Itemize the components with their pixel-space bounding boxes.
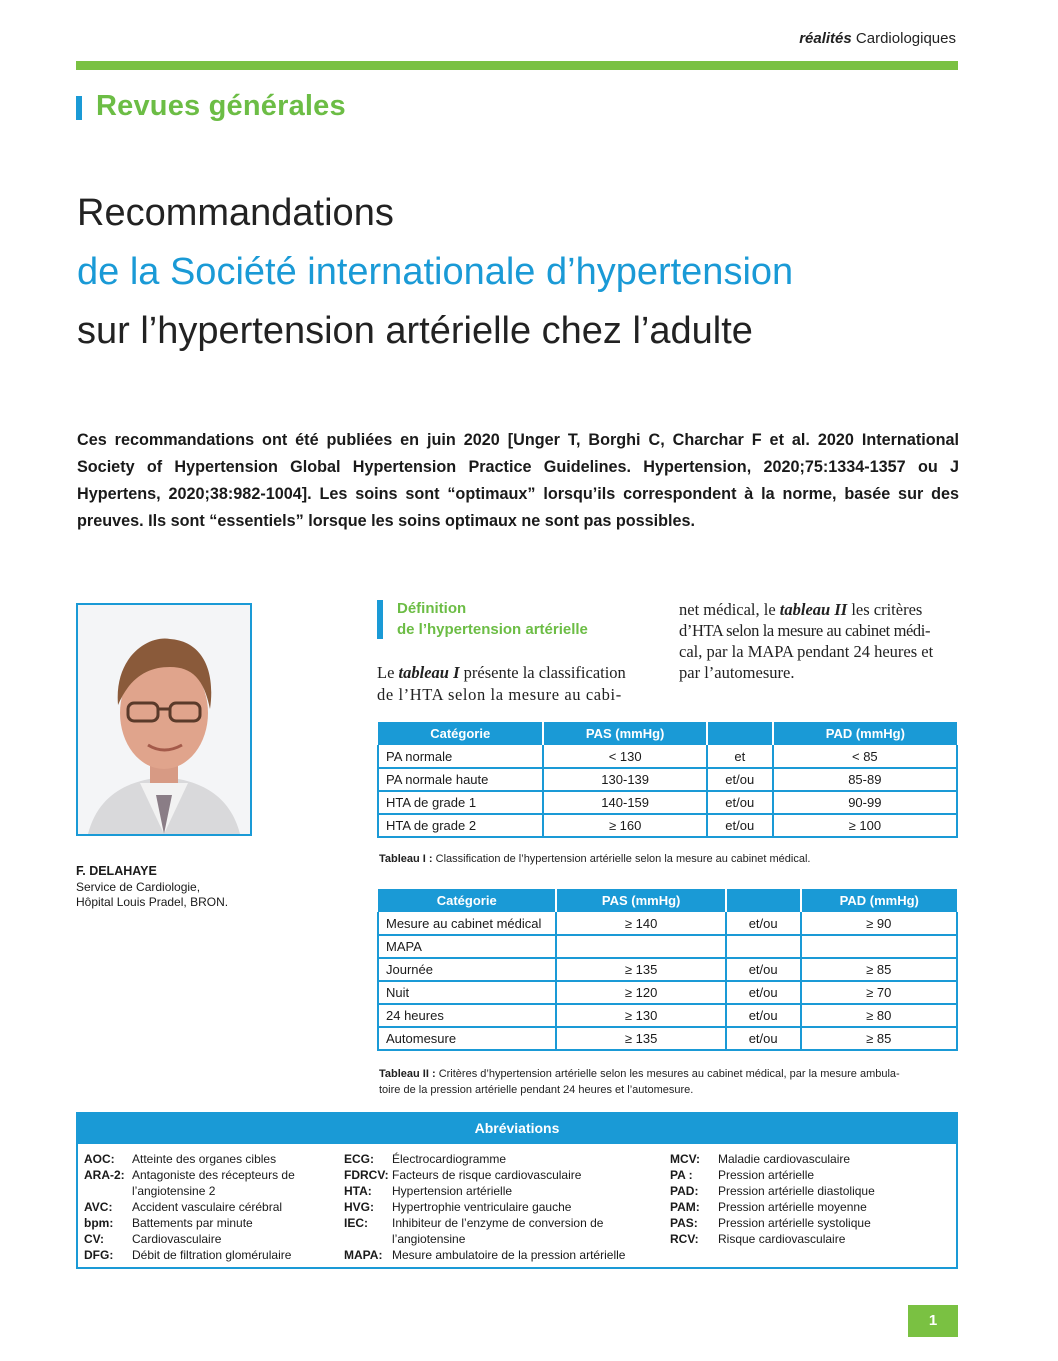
- abbreviation-definition: Mesure ambulatoire de la pression artérielle: [392, 1248, 626, 1262]
- abbreviation-definition: Électrocardiogramme: [392, 1152, 507, 1166]
- article-title-line1: Recommandations: [77, 192, 394, 234]
- list-item: [84, 1215, 344, 1231]
- journal-name: Cardiologiques: [855, 30, 956, 47]
- list-item: [84, 1151, 344, 1167]
- table-cell: et/ou: [726, 912, 801, 935]
- abbreviation-definition: l’angiotensine 2: [132, 1184, 216, 1198]
- table-cell: ≥ 130: [556, 1004, 725, 1027]
- table-cell: PA normale: [378, 745, 543, 768]
- table-row: [378, 912, 957, 935]
- list-item: [344, 1199, 664, 1215]
- table-cell: et/ou: [726, 981, 801, 1004]
- abbreviation-key: PAS:: [670, 1216, 698, 1230]
- column-header: PAD (mmHg): [801, 889, 957, 912]
- list-item: [84, 1247, 344, 1263]
- list-item: [344, 1231, 664, 1247]
- author-name: F. DELAHAYE: [76, 864, 157, 878]
- subheading-marker: [377, 600, 383, 639]
- abbreviation-definition: Maladie cardiovasculaire: [718, 1152, 851, 1166]
- abbreviations-column: [670, 1151, 950, 1247]
- abbreviation-definition: Facteurs de risque cardiovasculaire: [392, 1168, 582, 1182]
- table-row: [378, 1004, 957, 1027]
- abbreviation-definition: Atteinte des organes cibles: [132, 1152, 277, 1166]
- body-text-line: cal, par la MAPA pendant 24 heures et: [679, 642, 934, 661]
- abbreviation-definition: Pression artérielle diastolique: [718, 1184, 875, 1198]
- table-cell: ≥ 90: [801, 912, 957, 935]
- list-item: [670, 1151, 950, 1167]
- abbreviation-key: DFG:: [84, 1248, 114, 1262]
- table-cell: Journée: [378, 958, 556, 981]
- list-item: [344, 1151, 664, 1167]
- abbreviation-key: PAM:: [670, 1200, 700, 1214]
- table-row: [378, 791, 957, 814]
- list-item: [670, 1231, 950, 1247]
- journal-title: [799, 30, 956, 47]
- list-item: [344, 1215, 664, 1231]
- body-text-line: Le tableau I présente la classification: [377, 663, 626, 682]
- abbreviation-definition: Pression artérielle systolique: [718, 1216, 871, 1230]
- author-affiliation: Hôpital Louis Pradel, BRON.: [76, 895, 229, 909]
- table-cell: ≥ 160: [543, 814, 706, 837]
- table-cell: et: [707, 745, 773, 768]
- table-cell: 130-139: [543, 768, 706, 791]
- abbreviation-definition: Hypertrophie ventriculaire gauche: [392, 1200, 572, 1214]
- table-criteria: [377, 889, 958, 1051]
- abbreviation-definition: l’angiotensine: [392, 1232, 466, 1246]
- list-item: [670, 1215, 950, 1231]
- column-header: [707, 722, 773, 745]
- table-caption: Tableau I : Classification de l’hypertension artérielle selon la mesure au cabinet médical.: [379, 853, 811, 865]
- table-row: [378, 935, 957, 958]
- table-cell: ≥ 80: [801, 1004, 957, 1027]
- author-portrait-image: [78, 605, 250, 834]
- table-cell: < 130: [543, 745, 706, 768]
- list-item: [84, 1183, 344, 1199]
- abbreviations-title: Abréviations: [76, 1112, 958, 1144]
- table-cell: ≥ 120: [556, 981, 725, 1004]
- table-cell: ≥ 85: [801, 958, 957, 981]
- abbreviation-definition: Cardiovasculaire: [132, 1232, 222, 1246]
- table-caption: toire de la pression artérielle pendant 24 heures et l’automesure.: [379, 1084, 694, 1096]
- table-cell: 140-159: [543, 791, 706, 814]
- table-cell: et/ou: [707, 814, 773, 837]
- table-cell: PA normale haute: [378, 768, 543, 791]
- lead-paragraph: Ces recommandations ont été publiées en juin 2020 [Unger T, Borghi C, Charchar F et al. 2020 International Society of Hypertension Global Hypertension Practice Guidelines. Hypertension, 2020;75:1334-1357 ou J Hypertens, 2020;38:982-1004]. Les soins sont “optimaux” lorsqu’ils correspondent à la norme, basée sur des preuves. Ils sont “essentiels” lorsque les soins optimaux ne sont pas possibles.: [77, 431, 959, 530]
- list-item: [344, 1183, 664, 1199]
- abbreviation-definition: Risque cardiovasculaire: [718, 1232, 846, 1246]
- table-cell: HTA de grade 1: [378, 791, 543, 814]
- table-cell: [801, 935, 957, 958]
- table-row: [378, 814, 957, 837]
- table-cell: ≥ 140: [556, 912, 725, 935]
- table-cell: et/ou: [726, 958, 801, 981]
- abbreviation-definition: Accident vasculaire cérébral: [132, 1200, 283, 1214]
- table-row: [378, 745, 957, 768]
- list-item: [84, 1167, 344, 1183]
- article-title-line2: de la Société internationale d’hypertension: [77, 251, 794, 293]
- body-text-line: d’HTA selon la mesure au cabinet médi-: [679, 621, 931, 640]
- table-row: [378, 768, 957, 791]
- table-cell: ≥ 135: [556, 958, 725, 981]
- abbreviation-key: FDRCV:: [344, 1168, 389, 1182]
- list-item: [344, 1247, 664, 1263]
- table-cell: Automesure: [378, 1027, 556, 1050]
- abbreviation-key: AVC:: [84, 1200, 113, 1214]
- table-cell: 90-99: [773, 791, 957, 814]
- section-title: Revues générales: [96, 90, 346, 122]
- abbreviation-key: bpm:: [84, 1216, 114, 1230]
- abbreviation-definition: Battements par minute: [132, 1216, 253, 1230]
- table-caption: Tableau II : Critères d’hypertension artérielle selon les mesures au cabinet médical, par la mesure ambula-: [379, 1068, 900, 1080]
- body-text-line: net médical, le tableau II les critères: [679, 600, 923, 619]
- abbreviation-key: ARA-2:: [84, 1168, 125, 1182]
- table-cell: 24 heures: [378, 1004, 556, 1027]
- author-photo: [76, 603, 252, 836]
- table-cell: Nuit: [378, 981, 556, 1004]
- table-cell: et/ou: [726, 1027, 801, 1050]
- abbreviations-column: [344, 1151, 664, 1263]
- abbreviation-key: MCV:: [670, 1152, 700, 1166]
- abbreviation-key: AOC:: [84, 1152, 115, 1166]
- abbreviation-definition: Pression artérielle: [718, 1168, 815, 1182]
- header-rule: [76, 61, 958, 70]
- table-cell: 85-89: [773, 768, 957, 791]
- column-header: Catégorie: [378, 722, 543, 745]
- table-cell: Mesure au cabinet médical: [378, 912, 556, 935]
- subheading-line2: de l’hypertension artérielle: [397, 621, 588, 638]
- list-item: [670, 1183, 950, 1199]
- column-header: PAS (mmHg): [556, 889, 725, 912]
- abbreviation-definition: Pression artérielle moyenne: [718, 1200, 867, 1214]
- table-cell: ≥ 100: [773, 814, 957, 837]
- list-item: [670, 1199, 950, 1215]
- abbreviation-key: CV:: [84, 1232, 105, 1246]
- table-cell: [556, 935, 725, 958]
- abbreviation-key: MAPA:: [344, 1248, 383, 1262]
- column-header: PAS (mmHg): [543, 722, 706, 745]
- body-text-line: par l’automesure.: [679, 663, 795, 682]
- table-row: [378, 958, 957, 981]
- list-item: [84, 1199, 344, 1215]
- table-row: [378, 1027, 957, 1050]
- abbreviation-definition: Inhibiteur de l’enzyme de conversion de: [392, 1216, 604, 1230]
- table-cell: < 85: [773, 745, 957, 768]
- author-affiliation: Service de Cardiologie,: [76, 880, 201, 894]
- abbreviations-column: [84, 1151, 344, 1263]
- table-cell: et/ou: [707, 768, 773, 791]
- page-number: 1: [908, 1305, 958, 1337]
- column-header: PAD (mmHg): [773, 722, 957, 745]
- table-reference: tableau I: [398, 663, 460, 682]
- abbreviation-definition: Antagoniste des récepteurs de: [132, 1168, 295, 1182]
- list-item: [344, 1167, 664, 1183]
- table-cell: MAPA: [378, 935, 556, 958]
- abbreviation-key: PAD:: [670, 1184, 699, 1198]
- table-cell: ≥ 70: [801, 981, 957, 1004]
- table-header-row: [378, 722, 957, 745]
- table-classification: [377, 722, 958, 838]
- abbreviation-key: RCV:: [670, 1232, 699, 1246]
- list-item: [670, 1167, 950, 1183]
- column-header: Catégorie: [378, 889, 556, 912]
- article-title-line3: sur l’hypertension artérielle chez l’adulte: [77, 310, 753, 352]
- table-row: [378, 981, 957, 1004]
- abbreviation-definition: Débit de filtration glomérulaire: [132, 1248, 292, 1262]
- table-cell: [726, 935, 801, 958]
- table-cell: et/ou: [707, 791, 773, 814]
- section-marker: [76, 96, 82, 120]
- column-header: [726, 889, 801, 912]
- abbreviation-key: HVG:: [344, 1200, 374, 1214]
- table-header-row: [378, 889, 957, 912]
- abbreviation-definition: Hypertension artérielle: [392, 1184, 513, 1198]
- journal-brand: réalités: [799, 30, 852, 47]
- body-text-line: de l’HTA selon la mesure au cabi-: [377, 685, 622, 704]
- abbreviation-key: HTA:: [344, 1184, 372, 1198]
- subheading-line1: Définition: [397, 600, 467, 617]
- abbreviation-key: IEC:: [344, 1216, 368, 1230]
- abbreviation-key: PA :: [670, 1168, 693, 1182]
- abbreviation-key: ECG:: [344, 1152, 374, 1166]
- table-cell: ≥ 135: [556, 1027, 725, 1050]
- list-item: [84, 1231, 344, 1247]
- table-reference: tableau II: [779, 600, 848, 619]
- table-cell: et/ou: [726, 1004, 801, 1027]
- table-cell: HTA de grade 2: [378, 814, 543, 837]
- table-cell: ≥ 85: [801, 1027, 957, 1050]
